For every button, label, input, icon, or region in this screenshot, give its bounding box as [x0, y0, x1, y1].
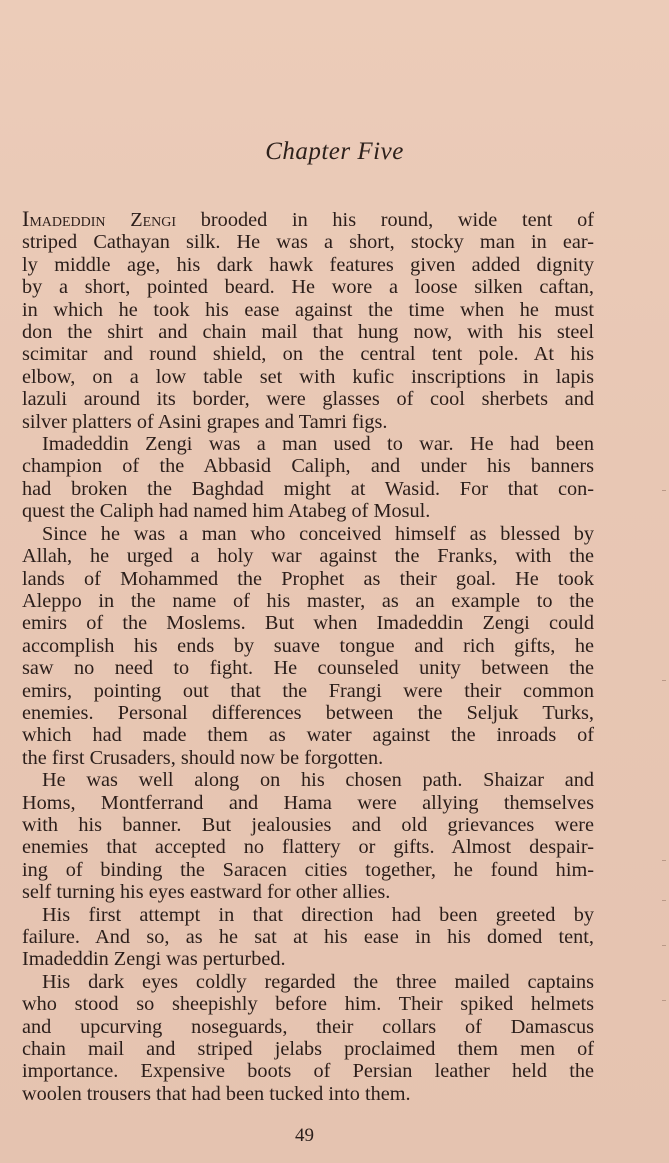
text-line: He was well along on his chosen path. Shaizar and: [42, 769, 594, 792]
text-line: His first attempt in that direction had been greeted by: [42, 903, 594, 926]
text-line: elbow, on a low table set with kufic inscriptions in lapis: [22, 365, 594, 388]
text-line: who stood so sheepishly before him. Their spiked helmets: [22, 993, 594, 1016]
opening-smallcaps: madeddin Zengi: [29, 209, 177, 231]
text-line: Homs, Montferrand and Hama were allying themselves: [22, 791, 594, 814]
text-line: woolen trousers that had been tucked into them.: [22, 1082, 411, 1105]
text-line: lands of Mohammed the Prophet as their goal. He took: [22, 567, 594, 590]
text-line: with his banner. But jealousies and old grievances were: [22, 813, 594, 836]
text-line-0: [22, 208, 594, 231]
text-line: ing of binding the Saracen cities together, he found him-: [22, 858, 594, 881]
text-line: importance. Expensive boots of Persian leather held the: [22, 1060, 594, 1083]
page-edge-mark: [662, 1000, 666, 1001]
text-line: ly middle age, his dark hawk features given added dignity: [22, 253, 594, 276]
text-line: quest the Caliph had named him Atabeg of Mosul.: [22, 500, 431, 523]
text-line: and upcurving noseguards, their collars of Damascus: [22, 1015, 594, 1038]
text-line: which had made them as water against the inroads of: [22, 724, 594, 747]
page-edge-mark: [662, 860, 666, 861]
text-line: failure. And so, as he sat at his ease in his domed tent,: [22, 926, 594, 948]
text-line: lazuli around its border, were glasses of cool sherbets and: [22, 388, 594, 411]
page-edge-mark: [662, 900, 666, 901]
text-line: by a short, pointed beard. He wore a loose silken caftan,: [22, 276, 594, 299]
text-line: enemies that accepted no flattery or gifts. Almost despair-: [22, 836, 594, 859]
text-line: chain mail and striped jelabs proclaimed them men of: [22, 1038, 594, 1061]
page-edge-mark: [662, 490, 666, 491]
page-number: 49: [295, 1125, 314, 1146]
text-line: accomplish his ends by suave tongue and rich gifts, he: [22, 634, 594, 657]
text-line: Imadeddin Zengi was a man used to war. He had been: [42, 433, 594, 456]
page-edge-mark: [662, 945, 666, 946]
opening-line-text: brooded in his round, wide tent of: [176, 209, 595, 231]
text-line: silver platters of Asini grapes and Tamri figs.: [22, 410, 388, 433]
text-line: had broken the Baghdad might at Wasid. For that con-: [22, 477, 594, 500]
text-line: self turning his eyes eastward for other allies.: [22, 881, 391, 904]
text-line: striped Cathayan silk. He was a short, stocky man in ear-: [22, 231, 594, 254]
text-line: emirs, pointing out that the Frangi were their common: [22, 679, 594, 702]
drop-cap: I: [22, 206, 30, 231]
page-edge-mark: [662, 680, 666, 681]
text-line: enemies. Personal differences between the Seljuk Turks,: [22, 701, 594, 724]
text-line: emirs of the Moslems. But when Imadeddin Zengi could: [22, 612, 594, 635]
text-line: the first Crusaders, should now be forgotten.: [22, 746, 384, 769]
text-line: Since he was a man who conceived himself as blessed by: [42, 522, 594, 545]
text-line: Imadeddin Zengi was perturbed.: [22, 948, 286, 971]
text-line: Aleppo in the name of his master, as an example to the: [22, 589, 594, 612]
text-line: saw no need to fight. He counseled unity between the: [22, 657, 594, 680]
text-line: champion of the Abbasid Caliph, and under his banners: [22, 455, 594, 478]
text-line: Allah, he urged a holy war against the Franks, with the: [22, 545, 594, 568]
text-line: His dark eyes coldly regarded the three mailed captains: [42, 970, 594, 993]
body-text: [22, 208, 594, 1105]
text-line: don the shirt and chain mail that hung now, with his steel: [22, 321, 594, 344]
text-line: scimitar and round shield, on the central tent pole. At his: [22, 343, 594, 366]
chapter-title: Chapter Five: [265, 138, 404, 165]
text-line: in which he took his ease against the time when he must: [22, 298, 594, 321]
